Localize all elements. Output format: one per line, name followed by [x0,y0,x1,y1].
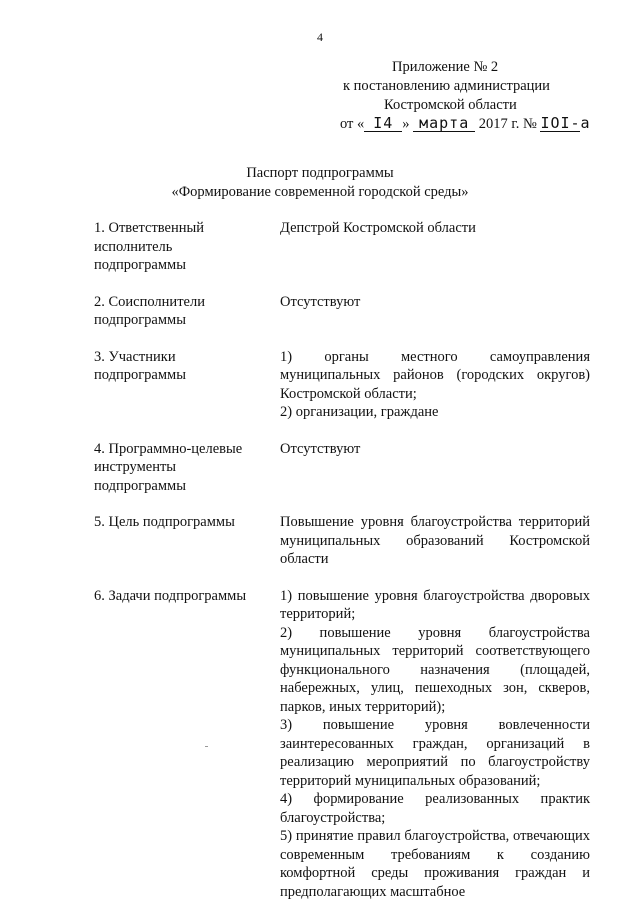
value-paragraph: 2) повышение уровня благоустройства муниципальных территорий соответствующего функционального назначения (площадей, набережных, улиц, пешеходных зон, скверов, парков, иных территорий); [280,624,590,715]
passport-row-value [280,587,590,902]
scan-mark [205,746,208,747]
label-line: подпрограммы [94,477,186,494]
value-paragraph: 4) формирование реализованных практик благоустройства; [280,791,590,826]
label-line: 4. Программно-целевые [94,440,243,457]
page-number: 4 [317,30,323,44]
passport-row [94,513,590,569]
passport-row-value [280,293,590,330]
passport-row [94,440,590,496]
date-prefix: от « [340,116,365,132]
value-paragraph: 1) органы местного самоуправления муниципальных районов (городских округов) Костромской области; [280,348,590,402]
value-paragraph: 5) принятие правил благоустройства, отвечающих современным требованиям к созданию комфортной среды проживания граждан и предполагающих масштабное [280,828,590,900]
label-line: 1. Ответственный [94,220,205,236]
passport-row [94,219,590,275]
label-line: инструменты [94,459,177,475]
date-month-handwritten: марта [413,115,475,132]
passport-row-value [280,348,590,422]
label-line: исполнитель [94,238,173,255]
appendix-header [340,58,600,134]
label-line: подпрограммы [94,312,186,328]
passport-row-value [280,440,590,496]
passport-row-label [94,513,280,569]
document-number-handwritten: IOI-a [540,114,591,132]
label-line: 2. Соисполнители [94,293,205,310]
document-title-line-1: Паспорт подпрограммы [246,165,394,181]
passport-row-label [94,293,280,330]
passport-row-value [280,513,590,569]
passport-row-value [280,219,590,275]
appendix-line-2: к постановлению администрации [343,78,550,94]
document-title [0,164,640,202]
document-title-line-2: «Формирование современной городской среды» [171,184,469,200]
passport-row-label [94,219,280,275]
label-line: 6. Задачи подпрограммы [94,587,247,604]
passport-row [94,587,590,902]
value-paragraph: Депстрой Костромской области [280,220,476,236]
date-separator: » [402,116,410,132]
date-day-handwritten: I4 [364,115,402,132]
passport-row-label [94,440,280,496]
label-line: 5. Цель подпрограммы [94,514,235,530]
label-line: подпрограммы [94,367,186,383]
value-paragraph: 2) организации, граждане [280,404,439,420]
value-paragraph: Отсутствуют [280,293,361,310]
passport-row [94,348,590,422]
value-paragraph: 1) повышение уровня благоустройства дворовых территорий; [280,587,590,622]
label-line: подпрограммы [94,257,186,273]
passport-row-label [94,348,280,422]
appendix-date-line [340,115,600,134]
value-paragraph: 3) повышение уровня вовлеченности заинтересованных граждан, организаций в реализацию мероприятий по благоустройству территорий муниципальных образований; [280,717,590,789]
appendix-line-3: Костромской области [384,97,517,113]
passport-table [94,219,590,919]
date-year: 2017 г. № [478,116,537,132]
appendix-title: Приложение № 2 [392,59,499,75]
value-paragraph: Повышение уровня благоустройства территорий муниципальных образований Костромской области [280,514,590,567]
passport-row [94,293,590,330]
label-line: 3. Участники [94,348,176,365]
passport-row-label [94,587,280,902]
value-paragraph: Отсутствуют [280,440,361,457]
